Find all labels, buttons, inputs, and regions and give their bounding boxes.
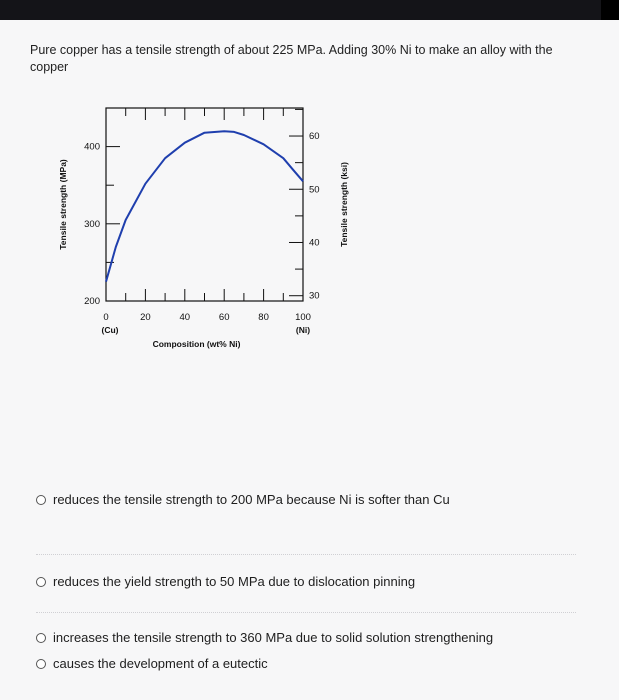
radio-button[interactable]	[36, 633, 46, 643]
y-axis-label-left: Tensile strength (MPa)	[58, 159, 68, 250]
x-tick-label: 100	[295, 312, 311, 323]
top-bar	[0, 0, 619, 20]
option-2[interactable]	[36, 574, 415, 589]
x-tick-sublabel: (Cu)	[101, 325, 119, 335]
x-tick-sublabel: (Ni)	[295, 325, 311, 335]
x-tick-label: 0	[103, 312, 109, 323]
x-tick-label: 80	[258, 312, 269, 323]
y-tick-label-right: 60	[309, 131, 320, 143]
divider	[36, 612, 576, 613]
x-tick-label: 20	[140, 312, 151, 323]
y-tick-label-left: 200	[84, 296, 100, 307]
y-tick-label-right: 50	[309, 184, 320, 196]
chart-svg	[48, 96, 368, 376]
question-text: Pure copper has a tensile strength of about 225 MPa. Adding 30% Ni to make an alloy with the copper	[30, 43, 553, 74]
tensile-strength-chart	[48, 96, 368, 376]
y-tick-label-left: 300	[84, 218, 100, 230]
plot-frame	[106, 108, 303, 301]
strength-curve	[106, 131, 303, 282]
radio-button[interactable]	[36, 577, 46, 587]
x-tick-label: 60	[218, 312, 230, 323]
option-label: increases the tensile strength to 360 MPa due to solid solution strengthening	[53, 630, 494, 645]
x-tick-label: 40	[179, 312, 191, 323]
y-tick-label-right: 40	[309, 237, 320, 249]
option-label: causes the development of a eutectic	[53, 656, 268, 671]
option-label: reduces the yield strength to 50 MPa due to dislocation pinning	[53, 574, 416, 589]
radio-button[interactable]	[36, 495, 46, 505]
x-axis-label: Composition (wt% Ni)	[152, 339, 241, 349]
y-tick-label-right: 30	[309, 290, 320, 302]
y-axis-label-right: Tensile strength (ksi)	[339, 162, 349, 247]
option-1[interactable]	[36, 492, 450, 507]
option-4[interactable]	[36, 656, 268, 671]
option-label: reduces the tensile strength to 200 MPa because Ni is softer than Cu	[53, 492, 450, 507]
y-tick-label-left: 400	[84, 141, 100, 153]
option-3[interactable]	[36, 630, 493, 645]
radio-button[interactable]	[36, 659, 46, 669]
top-bar-edge	[601, 0, 619, 20]
divider	[36, 554, 576, 555]
